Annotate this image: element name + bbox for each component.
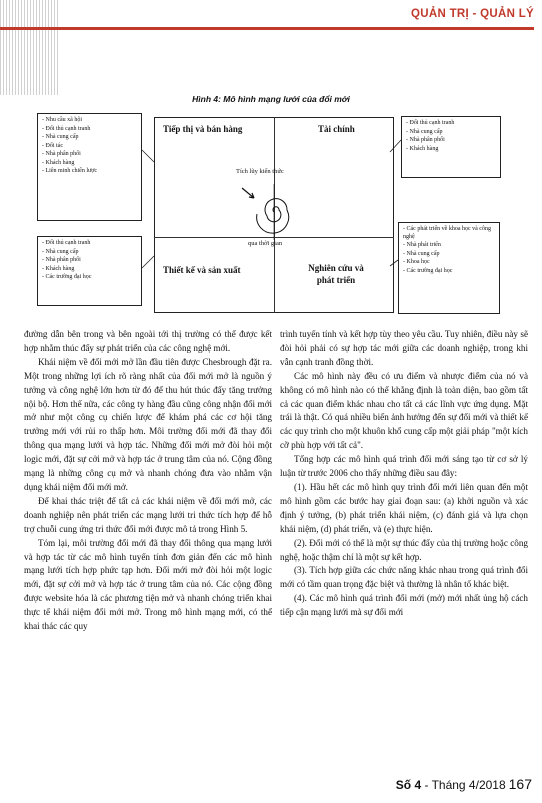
actor-item: - Đối thủ cạnh tranh [42, 126, 137, 134]
actor-item: - Các phát triển về khoa học và công nghệ [403, 226, 495, 241]
actor-item: - Khách hàng [406, 146, 496, 154]
paragraph: (3). Tích hợp giữa các chức năng khác nhau trong quá trình đổi mới có tầm quan trọng đặc biệt và thường là nhân tố khác biệt. [280, 565, 528, 590]
issue-date: - Tháng 4/2018 [421, 778, 506, 792]
time-label: qua thời gian [248, 240, 283, 247]
figure-caption: Hình 4: Mô hình mạng lưới của đổi mới [192, 94, 350, 104]
arrow-left-bottom [142, 256, 154, 268]
paragraph: Các mô hình này đều có ưu điểm và nhược điểm của nó và không có mô hình nào có thể khẳng định là toàn diện, bao gồm tất cả các quan điểm khác nhau cho tất cả các lĩnh vực ứng dụng. Mặt trái là thật. Có quá nhiều biến ảnh hưởng đến sự đổi mới và thiết kế các quy trình cho một khuôn khổ cung cấp một giải pháp "một kích cỡ phù hợp với tất cả". [280, 370, 528, 451]
actor-item: - Nhà cung cấp [406, 129, 496, 137]
quadrant-marketing-sales: Tiếp thị và bán hàng [163, 124, 243, 134]
quadrant-design-production: Thiết kế và sản xuất [163, 265, 241, 275]
actor-item: - Nhà phân phối [406, 137, 496, 145]
section-header: QUẢN TRỊ - QUẢN LÝ [411, 8, 534, 20]
page-footer [396, 776, 532, 792]
arrow-left-top [142, 150, 154, 162]
actor-item: - Nhà phân phối [42, 257, 137, 265]
paragraph: đường dẫn bên trong và bên ngoài tới thị trường có thể được kết hợp nhằm thúc đẩy sự phát triển của các công nghệ mới. [24, 329, 272, 353]
quadrant-research-development: Nghiên cứu và phát triển [308, 263, 364, 285]
paragraph: (4). Các mô hình quá trình đổi mới (mở) mới nhất ủng hộ cách tiếp cận mạng lưới mà sự đổi mới [280, 593, 528, 618]
actor-item: - Đối thủ cạnh tranh [42, 240, 137, 248]
paragraph: Tổng hợp các mô hình quá trình đổi mới sáng tạo từ cơ sở lý luận từ trước 2006 cho thấy những điều sau đây: [280, 454, 528, 479]
actor-item: - Nhà cung cấp [42, 249, 137, 257]
actor-item: - Nhà phát triển [403, 242, 495, 250]
actor-item: - Đối tác [42, 143, 137, 151]
actor-item: - Đối thủ cạnh tranh [406, 120, 496, 128]
paragraph: Khái niệm về đổi mới mở lần đầu tiên được Chesbrough đặt ra. Một trong những lợi ích rõ ràng nhất của đổi mới mở là nguồn ý tưởng và công nghệ lớn hơn từ đó để thu hút thúc đẩy tăng trưởng nội bộ. Hơn thế nữa, các công ty hàng đầu cũng công nhận đổi mới mở như một công cụ chiến lược để khám phá các cơ hội tăng trưởng mới với rủi ro thấp hơn. Môi trường đổi mới đã thay đổi thông qua mạng lưới và hợp tác. Những đổi mới mở đòi hỏi một logic mới, đặt sự cởi mở và hợp tác ở trung tâm của nó. Cộng đồng mạng là những công cụ mở và nhanh chóng đưa vào nhằm vận dụng khái niệm đổi mới mở. [24, 356, 272, 492]
actor-item: - Nhà cung cấp [42, 134, 137, 142]
quadrant-finance: Tài chính [318, 124, 355, 134]
paragraph: Để khai thác triệt để tất cả các khái niệm về đổi mới mở, các doanh nghiệp nên phát triển các mạng lưới tri thức tích hợp để hỗ trợ chuỗi cung ứng tri thức đổi mới được mô tả trong Hình 5. [24, 495, 272, 534]
issue-number: Số 4 [395, 778, 422, 792]
actor-item: - Các trường đại học [403, 268, 495, 276]
actor-item: - Khoa học [403, 259, 495, 267]
actor-item: - Nhà phân phối [42, 151, 137, 159]
body-column-right [280, 328, 528, 620]
paragraph: (1). Hầu hết các mô hình quy trình đổi mới liên quan đến một mô hình gồm các bước hay giai đoạn sau: (a) khởi nguồn và xác định ý tưởng, (b) phát triển khái niệm, (c) đánh giá và lựa chọn khái niệm, (d) phát triển, và (e) thực hiện. [280, 481, 528, 534]
actor-item: - Khách hàng [42, 266, 137, 274]
paragraph: trình tuyến tính và kết hợp tùy theo yêu cầu. Tuy nhiên, điều này sẽ đòi hỏi phải có sự hợp tác mới giữa các doanh nghiệp, trong khi vẫn cạnh tranh đồng thời. [280, 329, 528, 367]
knowledge-spiral-icon [234, 184, 314, 240]
actor-item: - Liên minh chiến lược [42, 168, 137, 176]
actor-item: - Các trường đại học [42, 274, 137, 282]
actor-item: - Nhu cầu xã hội [42, 117, 137, 125]
page-number: 167 [508, 776, 532, 792]
actor-item: - Nhà cung cấp [403, 251, 495, 259]
paragraph: (2). Đổi mới có thể là một sự thúc đẩy của thị trường hoặc công nghệ, hoặc thậm chí là một sự kết hợp. [280, 537, 528, 562]
body-column-left [24, 328, 272, 634]
knowledge-accumulation-label: Tích lũy kiến thức [236, 168, 284, 175]
actor-item: - Khách hàng [42, 160, 137, 168]
paragraph: Tóm lại, môi trường đổi mới đã thay đổi thông qua mạng lưới và hợp tác từ các mô hình tuyến tính đơn giản đến các mô hình mạng lưới tích hợp phức tạp hơn. Đổi mới mở đòi hỏi một logic mới, đặt sự cởi mở và hợp tác ở trung tâm của nó. Các cộng đồng được website hóa là các phương tiện mở và nhanh chóng triển khai thực tế khái niệm đổi mới mở. Trong mô hình mạng mới, có thể khai thác các quy [24, 537, 272, 632]
